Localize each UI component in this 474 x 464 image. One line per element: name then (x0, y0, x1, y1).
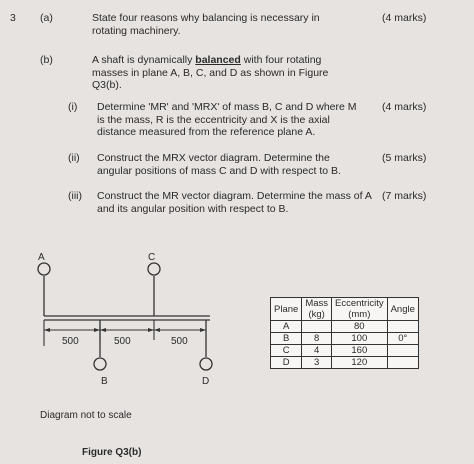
table-row (271, 333, 419, 345)
arrow-3-left (154, 328, 160, 332)
spacing-cd: 500 (171, 336, 188, 347)
table-row (271, 321, 419, 333)
cell-eccentricity: 120 (332, 357, 388, 369)
spacing-ab: 500 (62, 336, 79, 347)
subpart-ii-label: (ii) (68, 152, 80, 164)
subpart-iii-label: (iii) (68, 190, 82, 202)
diagram-note: Diagram not to scale (40, 410, 132, 421)
subpart-i-label: (i) (68, 101, 78, 113)
cell-plane: D (271, 357, 302, 369)
cell-mass: 4 (302, 345, 332, 357)
cell-mass (302, 321, 332, 333)
header-mass: Mass (kg) (302, 298, 332, 321)
cell-angle (387, 321, 418, 333)
table-row (271, 345, 419, 357)
cell-mass: 3 (302, 357, 332, 369)
subpart-iii-text: Construct the MR vector diagram. Determine the mass of A and its angular position with respect to B. (97, 190, 372, 215)
cell-eccentricity: 80 (332, 321, 388, 333)
question-number: 3 (10, 12, 16, 24)
plane-label-d: D (202, 376, 210, 387)
part-a-marks: (4 marks) (382, 12, 427, 24)
arrow-1-left (44, 328, 50, 332)
subpart-iii-marks: (7 marks) (382, 190, 427, 202)
mass-a (38, 263, 50, 275)
mass-d (200, 358, 212, 370)
balanced-emphasis: balanced (195, 54, 241, 66)
part-b-text: A shaft is dynamically balanced with four rotating masses in plane A, B, C, and D as shown in Figure Q3(b). (92, 54, 329, 91)
header-angle: Angle (387, 298, 418, 321)
table-row (271, 357, 419, 369)
part-a-text: State four reasons why balancing is necessary in rotating machinery. (92, 12, 320, 37)
subpart-ii-text: Construct the MRX vector diagram. Determine the angular positions of mass C and D with respect to B. (97, 152, 341, 177)
cell-mass: 8 (302, 333, 332, 345)
mass-b (94, 358, 106, 370)
cell-angle: 0° (387, 333, 418, 345)
subpart-i-marks: (4 marks) (382, 101, 427, 113)
plane-label-c: C (148, 252, 156, 263)
cell-plane: C (271, 345, 302, 357)
table-header-row (271, 298, 419, 321)
arrow-3-right (200, 328, 206, 332)
plane-label-b: B (101, 376, 108, 387)
arrow-2-left (100, 328, 106, 332)
mass-c (148, 263, 160, 275)
plane-label-a: A (38, 252, 45, 263)
cell-angle (387, 345, 418, 357)
spacing-bc: 500 (114, 336, 131, 347)
arrow-2-right (148, 328, 154, 332)
arrow-1-right (94, 328, 100, 332)
part-a-label: (a) (40, 12, 53, 24)
part-b-label: (b) (40, 54, 53, 66)
cell-eccentricity: 100 (332, 333, 388, 345)
figure-caption: Figure Q3(b) (82, 447, 142, 458)
subpart-i-text: Determine 'MR' and 'MRX' of mass B, C and D where M is the mass, R is the eccentricity and X is the axial distance measured from the reference plane A. (97, 101, 357, 138)
mass-data-table (270, 297, 419, 369)
cell-plane: A (271, 321, 302, 333)
subpart-ii-marks: (5 marks) (382, 152, 427, 164)
cell-plane: B (271, 333, 302, 345)
header-eccentricity: Eccentricity (mm) (332, 298, 388, 321)
header-plane: Plane (271, 298, 302, 321)
cell-eccentricity: 160 (332, 345, 388, 357)
cell-angle (387, 357, 418, 369)
